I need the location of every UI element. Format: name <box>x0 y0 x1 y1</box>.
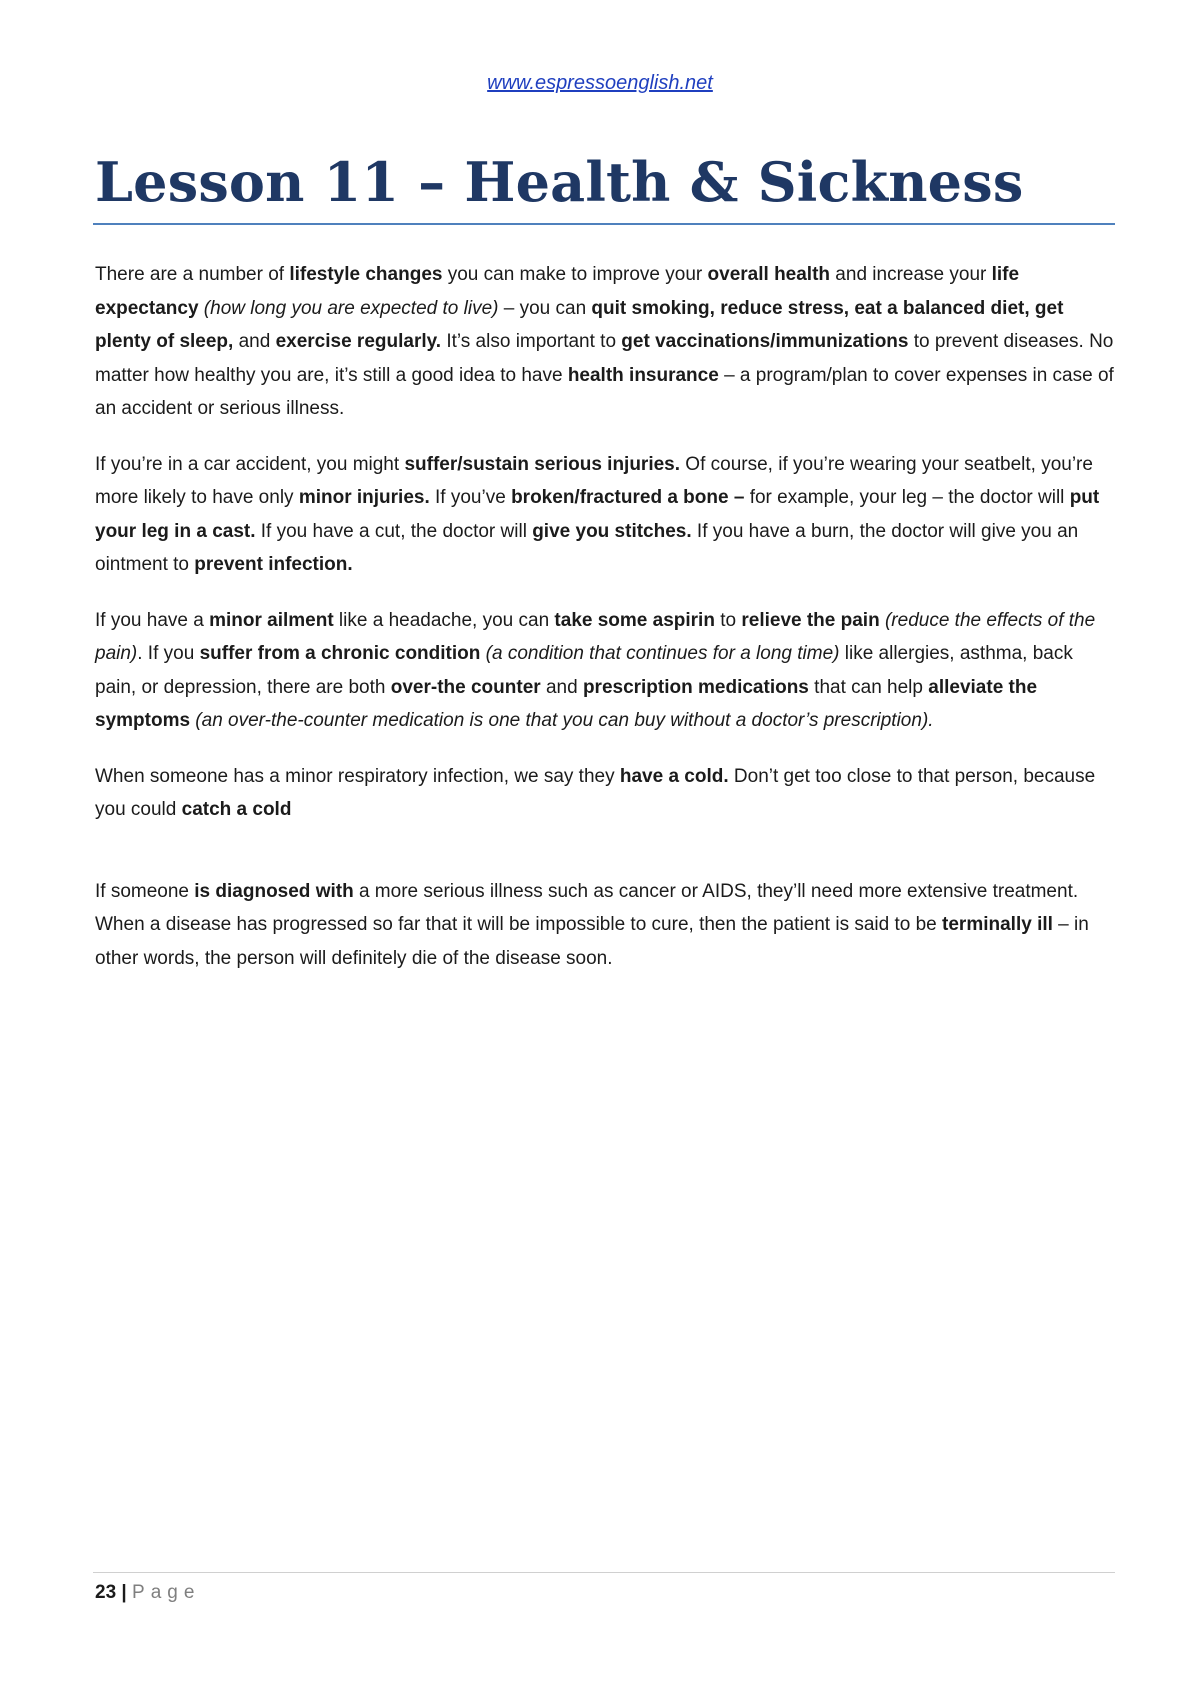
text-run: like allergies, asthma, back pain, or depression, there are both <box>95 643 1073 698</box>
text-run: If you have a <box>95 609 210 631</box>
lesson-body <box>95 258 1117 997</box>
text-run: and <box>233 331 276 352</box>
text-run: to <box>714 609 742 631</box>
text-run: like a headache, you can <box>333 609 555 631</box>
text-run: Don’t get too close to that person, because you could <box>95 765 1096 820</box>
text-run: . If you <box>137 643 200 664</box>
text-run: Of course, if you’re wearing your seatbelt, you’re more likely to have only <box>95 453 1093 508</box>
paragraph-cold <box>95 760 1117 827</box>
text-run: a more serious illness such as cancer or AIDS, they’ll need more extensive treatment. When a disease has progressed so far that it will be impossible to cure, then the patient is said to be <box>95 880 1079 935</box>
paragraph-lifestyle <box>95 258 1117 426</box>
text-run: – you can <box>498 297 592 319</box>
text-run: terminally ill <box>942 914 1053 935</box>
text-run: lifestyle changes <box>289 264 443 285</box>
paragraph-serious-illness <box>95 875 1117 976</box>
text-run: quit smoking, reduce stress, eat a balanced diet, get plenty of sleep, <box>95 297 1064 352</box>
text-run: minor injuries. <box>298 487 430 508</box>
text-run: prescription medications <box>582 676 809 698</box>
page-label: Page <box>132 1582 201 1603</box>
text-run: (an over-the-counter medication is one that you can buy without a doctor’s prescription). <box>190 710 934 731</box>
text-run: alleviate the symptoms <box>95 676 1038 731</box>
paragraph-ailments <box>95 604 1117 738</box>
text-run: When someone has a minor respiratory infection, we say they <box>95 765 620 787</box>
page-number: 23 <box>95 1582 117 1603</box>
text-run: If you’re in a car accident, you might <box>95 453 405 475</box>
text-run: (how long you are expected to live) <box>198 297 499 319</box>
text-run: and <box>540 676 583 698</box>
text-run: take some aspirin <box>554 609 715 631</box>
text-run: overall health <box>707 264 831 285</box>
text-run: – a program/plan to cover expenses in case of an accident or serious illness. <box>95 364 1114 419</box>
page-title: Lesson 11 – Health & Sickness <box>95 150 1024 214</box>
footer-divider <box>93 1572 1115 1573</box>
text-run: suffer from a chronic condition <box>199 643 481 664</box>
text-run: suffer/sustain serious injuries. <box>404 453 681 475</box>
text-run: that can help <box>808 676 929 698</box>
text-run: If you have a burn, the doctor will give you an ointment to <box>95 520 1079 575</box>
text-run: prevent infection. <box>194 554 353 575</box>
text-run: give you stitches. <box>532 520 692 542</box>
text-run: to prevent diseases. No matter how healthy you are, it’s still a good idea to have <box>95 331 1114 386</box>
footer-separator: | <box>121 1582 127 1603</box>
text-run: (reduce the effects of the pain) <box>95 609 1096 664</box>
text-run: broken/fractured a bone – <box>511 487 745 508</box>
text-run: health insurance <box>567 364 719 386</box>
text-run: – in other words, the person will definitely die of the disease soon. <box>95 914 1089 969</box>
text-run: exercise regularly. <box>275 331 442 352</box>
text-run: It’s also important to <box>441 331 622 352</box>
title-divider <box>93 223 1115 225</box>
text-run: There are a number of <box>95 264 290 285</box>
text-run: put your leg in a cast. <box>95 487 1100 542</box>
text-run: over-the counter <box>390 676 541 698</box>
text-run: catch a cold <box>181 799 292 820</box>
text-run: you can make to improve your <box>442 264 708 285</box>
text-run: If someone <box>95 880 195 902</box>
text-run: minor ailment <box>209 609 334 631</box>
text-run: relieve the pain <box>741 609 880 631</box>
text-run: If you have a cut, the doctor will <box>255 520 533 542</box>
text-run: life expectancy <box>95 264 1020 319</box>
text-run: and increase your <box>830 264 992 285</box>
header-website-link[interactable]: www.espressoenglish.net <box>487 72 713 94</box>
text-run: If you’ve <box>429 487 512 508</box>
text-run: get vaccinations/immunizations <box>621 331 909 352</box>
page-footer <box>95 1582 200 1604</box>
paragraph-injuries <box>95 448 1117 582</box>
text-run: is diagnosed with <box>194 880 354 902</box>
text-run: (a condition that continues for a long time) <box>480 643 840 664</box>
text-run: have a cold. <box>619 765 729 787</box>
text-run: for example, your leg – the doctor will <box>744 487 1070 508</box>
